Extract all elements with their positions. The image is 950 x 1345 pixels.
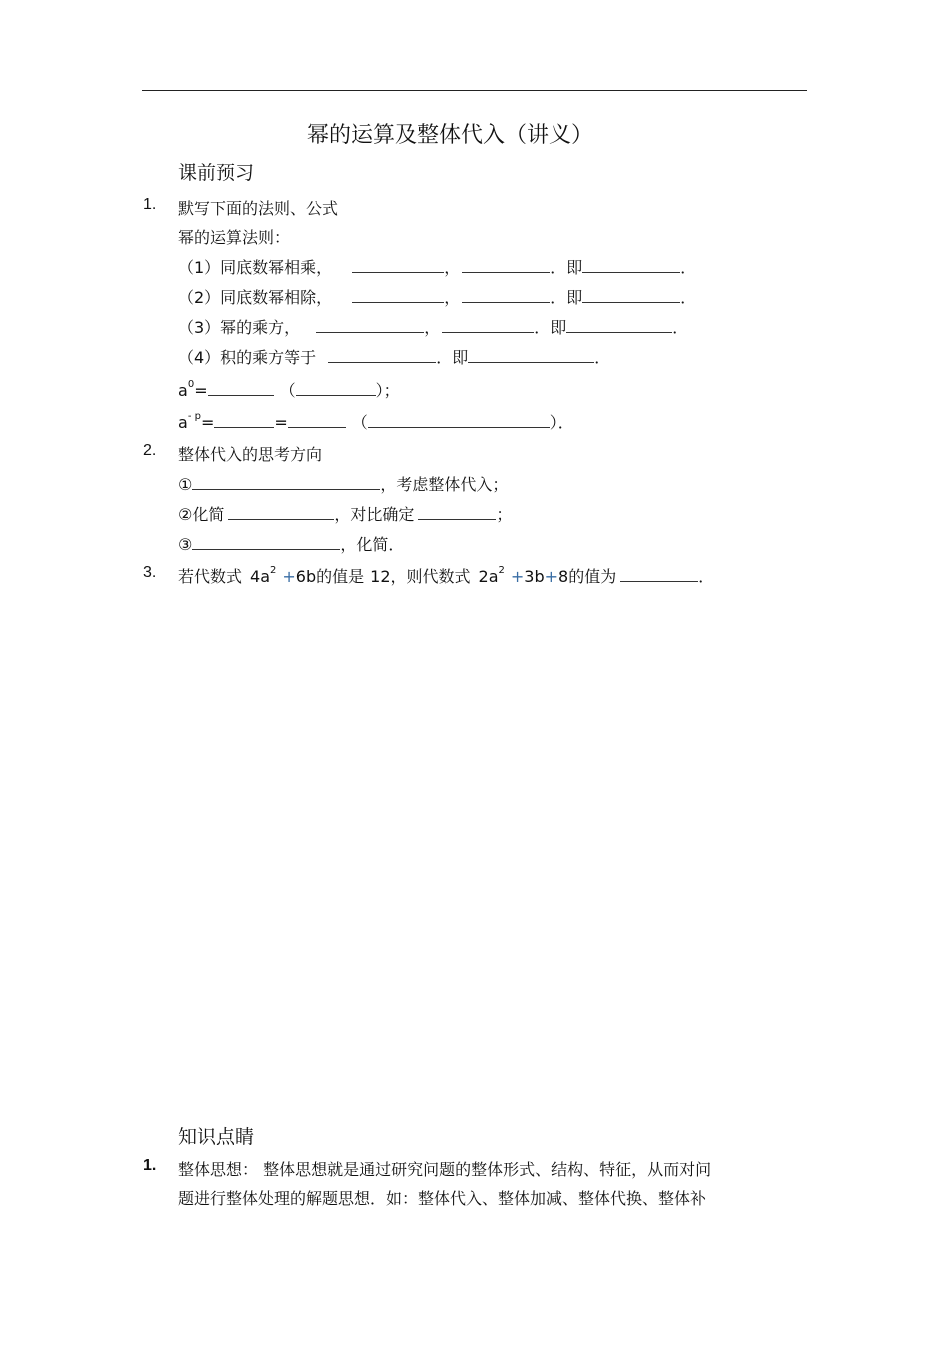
separator: ，: [444, 258, 461, 277]
plus-sign: +: [282, 567, 296, 586]
fill-blank: [228, 505, 334, 520]
item-suffix: ，化简．: [340, 535, 405, 554]
expression-term: 3b: [524, 567, 545, 586]
period: ．: [680, 258, 697, 277]
section-heading-knowledge: 知识点睛: [178, 1126, 255, 1148]
direction-item-1: [178, 472, 508, 495]
question-phrase: 若代数式: [178, 567, 243, 586]
rule-line-1: [178, 255, 696, 278]
expression-exponent: 2: [498, 565, 505, 576]
separator: ．即: [550, 258, 583, 277]
expression-value: 12: [370, 567, 391, 586]
rule-line-4: [178, 345, 610, 368]
header-rule: [142, 90, 807, 91]
page-title: 幂的运算及整体代入（讲义）: [306, 123, 593, 148]
formula-negative-exponent: [178, 410, 574, 433]
question-phrase: 的值为: [568, 567, 617, 586]
separator: ，: [424, 318, 441, 337]
rule-line-2: [178, 285, 696, 308]
fill-blank: [566, 318, 672, 333]
item-suffix: ，考虑整体代入；: [380, 475, 509, 494]
fill-blank: [192, 475, 380, 490]
rules-subtitle: 幂的运算法则：: [178, 228, 291, 247]
separator: ．即: [436, 348, 469, 367]
item-prefix: ③: [178, 535, 193, 554]
equals-sign: =: [200, 413, 215, 432]
separator: ，: [444, 288, 461, 307]
rule-label: （1）同底数幂相乘，: [178, 258, 333, 277]
question-number: 2.: [143, 442, 157, 459]
plus-sign: +: [510, 567, 525, 586]
formula-base: a: [178, 381, 188, 400]
question-text: [178, 564, 714, 587]
fill-blank: [468, 348, 594, 363]
expression-term: 4a: [250, 567, 270, 586]
fill-blank: [368, 413, 550, 428]
expression-term: 8: [558, 567, 569, 586]
fill-blank: [418, 505, 496, 520]
rule-label: （2）同底数幂相除，: [178, 288, 333, 307]
direction-item-2: [178, 502, 512, 525]
fill-blank: [214, 413, 274, 428]
expression-exponent: 2: [270, 565, 277, 576]
fill-blank: [582, 258, 680, 273]
rule-label: （3）幂的乘方，: [178, 318, 301, 337]
direction-item-3: [178, 532, 404, 555]
period: ．: [594, 348, 611, 367]
fill-blank: [462, 288, 550, 303]
expression-term: 2a: [478, 567, 499, 586]
paren-open: （: [351, 413, 368, 432]
period: ．: [680, 288, 697, 307]
question-phrase: 的值是: [316, 567, 365, 586]
fill-blank: [352, 258, 444, 273]
knowledge-number: 1.: [143, 1157, 157, 1174]
question-number: 1.: [143, 196, 157, 213]
fill-blank: [328, 348, 436, 363]
rule-line-3: [178, 315, 688, 338]
separator: ．即: [550, 288, 583, 307]
period: ．: [672, 318, 689, 337]
period: ．: [698, 567, 715, 586]
item-suffix: ；: [496, 505, 513, 524]
separator: ．即: [534, 318, 567, 337]
paren-close: ）；: [375, 381, 400, 400]
item-prefix: ①: [178, 475, 193, 494]
paren-close: ）．: [549, 413, 574, 432]
fill-blank: [352, 288, 444, 303]
equals-sign: =: [194, 381, 208, 400]
fill-blank: [442, 318, 534, 333]
formula-exponent: - p: [187, 411, 201, 422]
question-text: 默写下面的法则、公式: [178, 199, 339, 218]
knowledge-line-2: 题进行整体处理的解题思想．如：整体代入、整体加减、整体代换、整体补: [178, 1189, 707, 1208]
fill-blank: [462, 258, 550, 273]
fill-blank: [208, 381, 274, 396]
fill-blank: [582, 288, 680, 303]
plus-sign: +: [544, 567, 559, 586]
section-heading-preview: 课前预习: [178, 162, 255, 184]
question-phrase: ，则代数式: [390, 567, 471, 586]
question-number: 3.: [143, 564, 157, 581]
fill-blank: [192, 535, 340, 550]
fill-blank: [620, 567, 698, 582]
item-middle: ，对比确定: [334, 505, 415, 524]
rule-label: （4）积的乘方等于: [178, 348, 317, 367]
paren-open: （: [279, 381, 296, 400]
expression-term: 6b: [295, 567, 317, 586]
fill-blank: [296, 381, 376, 396]
fill-blank: [316, 318, 424, 333]
fill-blank: [288, 413, 346, 428]
formula-zero-exponent: [178, 378, 400, 401]
formula-exponent: 0: [187, 379, 195, 390]
question-text: 整体代入的思考方向: [178, 445, 323, 464]
formula-base: a: [178, 413, 188, 432]
equals-sign: =: [274, 413, 288, 432]
knowledge-line-1: 整体思想： 整体思想就是通过研究问题的整体形式、结构、特征，从而对问: [178, 1160, 712, 1179]
item-prefix: ②化简: [178, 505, 225, 524]
